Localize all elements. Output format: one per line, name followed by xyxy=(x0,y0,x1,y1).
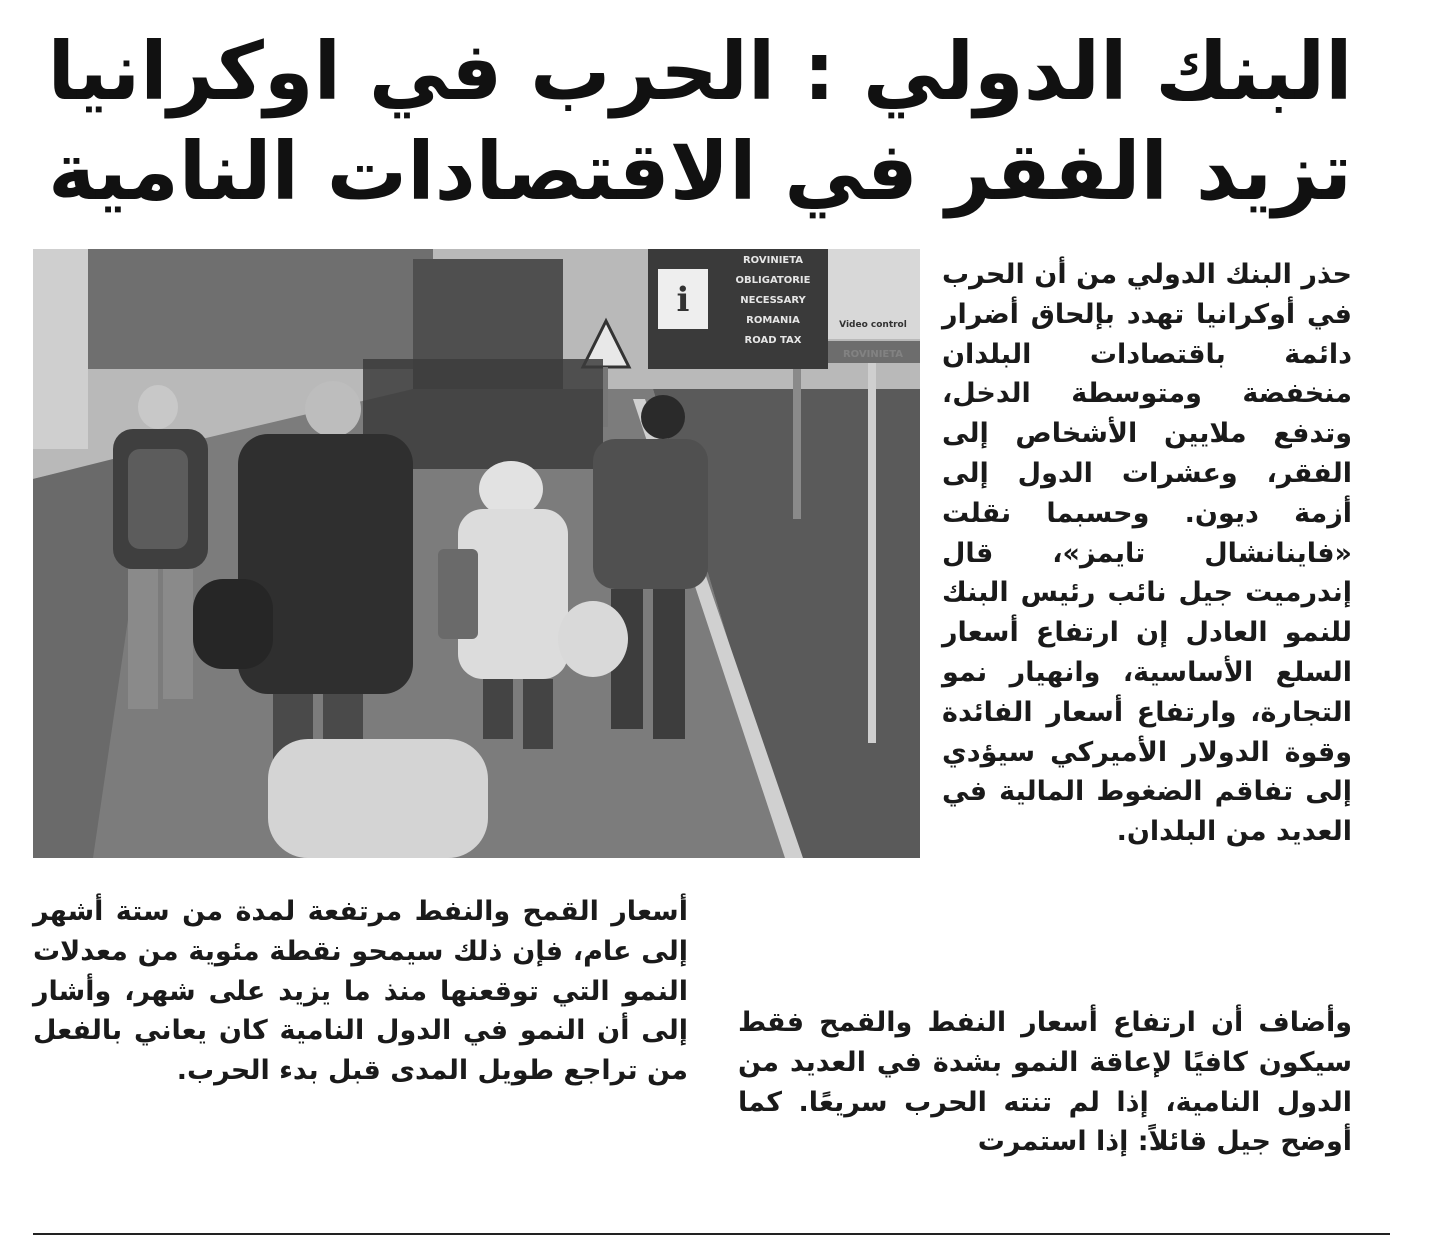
headline xyxy=(30,22,1370,222)
article-column-right-bottom xyxy=(738,1003,1390,1162)
article-paragraph-3: أسعار القمح والنفط مرتفعة لمدة من ستة أشهر إلى عام، فإن ذلك سيمحو نقطة مئوية من معدلات النمو التي توقعنها منذ ما يزيد على شهر، وأشار إلى أن النمو في الدول النامية كان يعاني بالفعل من تراجع طويل المدى قبل بدء الحرب. xyxy=(33,896,688,1087)
bottom-divider xyxy=(33,1233,1390,1235)
sign-line-3: NECESSARY xyxy=(740,295,806,306)
headline-line-1: البنك الدولي : الحرب في اوكرانيا xyxy=(47,25,1353,118)
article-paragraph-2: وأضاف أن ارتفاع أسعار النفط والقمح فقط سيكون كافيًا لإعاقة النمو بشدة في العديد من الدول النامية، إذا لم تنته الحرب سريعًا. كما أوضح جيل قائلاً: إذا استمرت xyxy=(738,1007,1352,1158)
road-sign xyxy=(648,249,828,369)
sign-right-line-1: Video control xyxy=(839,320,907,330)
sign-line-1: ROVINIETA xyxy=(742,255,804,266)
article-paragraph-1: حذر البنك الدولي من أن الحرب في أوكرانيا تهدد بإلحاق أضرار دائمة باقتصادات البلدان منخفضة ومتوسطة الدخل، وتدفع ملايين الأشخاص إلى الفقر، وعشرات الدول إلى أزمة ديون. وحسبما نقلت «فاينانشال تايمز»، قال إندرميت جيل نائب رئيس البنك للنمو العادل إن ارتفاع أسعار السلع الأساسية، وانهيار نمو التجارة، وارتفاع أسعار الفائدة وقوة الدولار الأميركي سيؤدي إلى تفاقم الضغوط المالية في العديد من البلدان. xyxy=(942,259,1352,848)
sign-line-2: OBLIGATORIE xyxy=(735,275,811,286)
headline-line-2: تزيد الفقر في الاقتصادات النامية xyxy=(48,125,1352,218)
article-column-right-top xyxy=(942,255,1390,852)
sign-line-4: ROMANIA xyxy=(746,315,800,326)
sign-line-5: ROAD TAX xyxy=(744,335,802,346)
article-column-left xyxy=(33,892,688,1091)
news-photo xyxy=(33,249,920,858)
svg-text:i: i xyxy=(676,280,690,320)
